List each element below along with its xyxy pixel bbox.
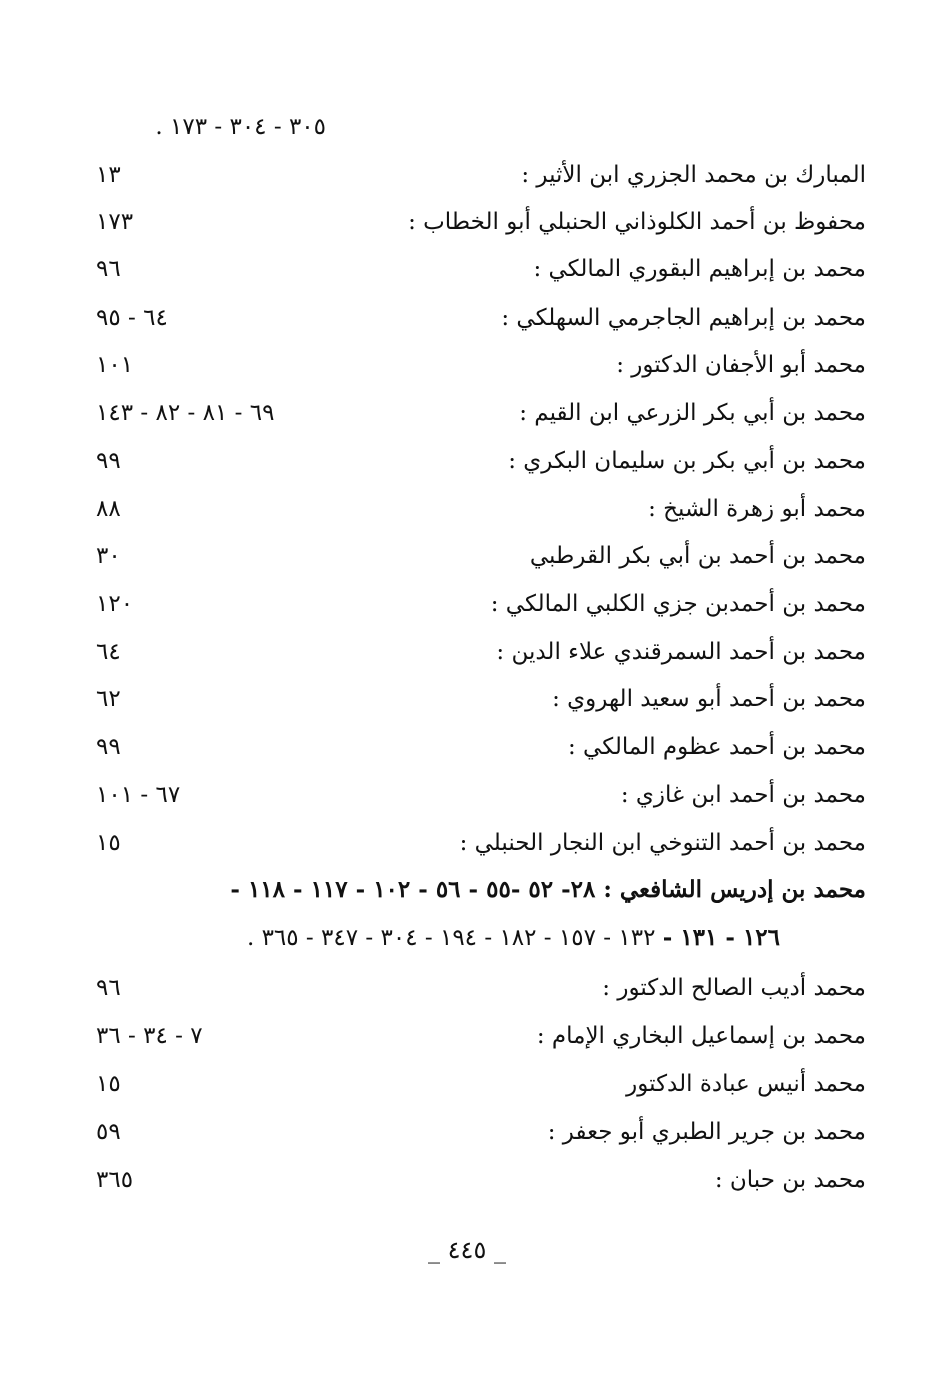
entry-name: محمد بن إسماعيل البخاري الإمام : <box>536 1023 866 1049</box>
entry-pages: ١٥ <box>96 1071 121 1097</box>
page-number: _ ٤٤٥ _ <box>428 1236 506 1264</box>
entry-name: محفوظ بن أحمد الكلوذاني الحنبلي أبو الخطاب : <box>408 209 866 235</box>
index-entry <box>96 198 866 246</box>
entry-pages: ١٥ <box>96 830 121 856</box>
entry-pages: ٨٨ <box>96 496 121 522</box>
entry-pages: ٩٦ <box>96 256 121 282</box>
entry-name: محمد بن أبي بكر الزرعي ابن القيم : <box>519 400 866 426</box>
index-entry <box>96 1156 866 1204</box>
entry-name: محمد بن أحمد بن أبي بكر القرطبي <box>529 543 866 569</box>
entry-pages: ٩٩ <box>96 448 121 474</box>
entry-pages: ٧ - ٣٤ - ٣٦ <box>96 1023 203 1049</box>
entry-name: محمد بن أحمد أبو سعيد الهروي : <box>552 686 866 712</box>
bold-entry-pages-regular: ١٣٢ - ١٥٧ - ١٨٢ - ١٩٤ - ٣٠٤ - ٣٤٧ - ٣٦٥ . <box>246 925 663 951</box>
entry-pages: ٦٢ <box>96 686 121 712</box>
index-entry <box>96 964 866 1012</box>
bold-entry-line-1 <box>126 866 866 914</box>
entry-name: محمد بن أحمد التنوخي ابن النجار الحنبلي : <box>459 830 866 856</box>
entry-pages: ٦٤ - ٩٥ <box>96 305 168 331</box>
index-entry <box>96 675 866 723</box>
index-entry <box>96 341 866 389</box>
index-entry <box>96 532 866 580</box>
index-entry <box>96 294 866 342</box>
index-entry <box>96 771 866 819</box>
top-continuation-line <box>96 103 866 151</box>
index-entry <box>96 245 866 293</box>
index-entry <box>96 485 866 533</box>
index-entry <box>96 628 866 676</box>
entry-pages: ٩٩ <box>96 734 121 760</box>
entry-name: محمد أبو زهرة الشيخ : <box>648 496 866 522</box>
entry-pages: ٦٧ - ١٠١ <box>96 782 181 808</box>
bold-entry-pages-bold: ١٢٦ - ١٣١ - <box>662 924 780 951</box>
bold-entry-text: محمد بن إدريس الشافعي : ٢٨- ٥٢ -٥٥ - ٥٦ - ١٠٢ - ١١٧ - ١١٨ - <box>230 876 866 903</box>
entry-pages: ٣٠ <box>96 543 121 569</box>
entry-pages: ١٢٠ <box>96 591 134 617</box>
entry-pages: ٣٦٥ <box>96 1167 134 1193</box>
entry-name: محمد أبو الأجفان الدكتور : <box>616 352 866 378</box>
bold-entry-line-2 <box>96 914 780 962</box>
entry-name: محمد بن حبان : <box>714 1167 866 1193</box>
index-entry <box>96 723 866 771</box>
entry-name: محمد بن أحمد السمرقندي علاء الدين : <box>496 639 866 665</box>
entry-name: المبارك بن محمد الجزري ابن الأثير : <box>521 162 866 188</box>
entry-pages: ٩٦ <box>96 975 121 1001</box>
index-entry <box>96 1108 866 1156</box>
entry-name: محمد بن إبراهيم البقوري المالكي : <box>533 256 866 282</box>
entry-name: محمد بن إبراهيم الجاجرمي السهلكي : <box>501 305 866 331</box>
index-entry <box>96 1060 866 1108</box>
continuation-pages: ٣٠٥ - ٣٠٤ - ١٧٣ . <box>155 114 326 140</box>
entry-pages: ١٣ <box>96 162 121 188</box>
entry-name: محمد بن جرير الطبري أبو جعفر : <box>547 1119 866 1145</box>
index-entry <box>96 1012 866 1060</box>
entry-name: محمد بن أحمد ابن غازي : <box>620 782 866 808</box>
index-entry <box>96 437 866 485</box>
entry-pages: ٥٩ <box>96 1119 121 1145</box>
entry-name: محمد أديب الصالح الدكتور : <box>602 975 866 1001</box>
index-entry <box>96 580 866 628</box>
index-entry <box>96 389 866 437</box>
entry-name: محمد أنيس عبادة الدكتور <box>626 1071 866 1097</box>
entry-pages: ٦٩ - ٨١ - ٨٢ - ١٤٣ <box>96 400 275 426</box>
entry-pages: ١٠١ <box>96 352 134 378</box>
entry-pages: ١٧٣ <box>96 209 134 235</box>
entry-name: محمد بن أحمد عظوم المالكي : <box>567 734 866 760</box>
entry-name: محمد بن أحمدبن جزي الكلبي المالكي : <box>490 591 866 617</box>
entry-name: محمد بن أبي بكر بن سليمان البكري : <box>508 448 866 474</box>
index-entry <box>96 151 866 199</box>
index-entry <box>96 819 866 867</box>
entry-pages: ٦٤ <box>96 639 121 665</box>
